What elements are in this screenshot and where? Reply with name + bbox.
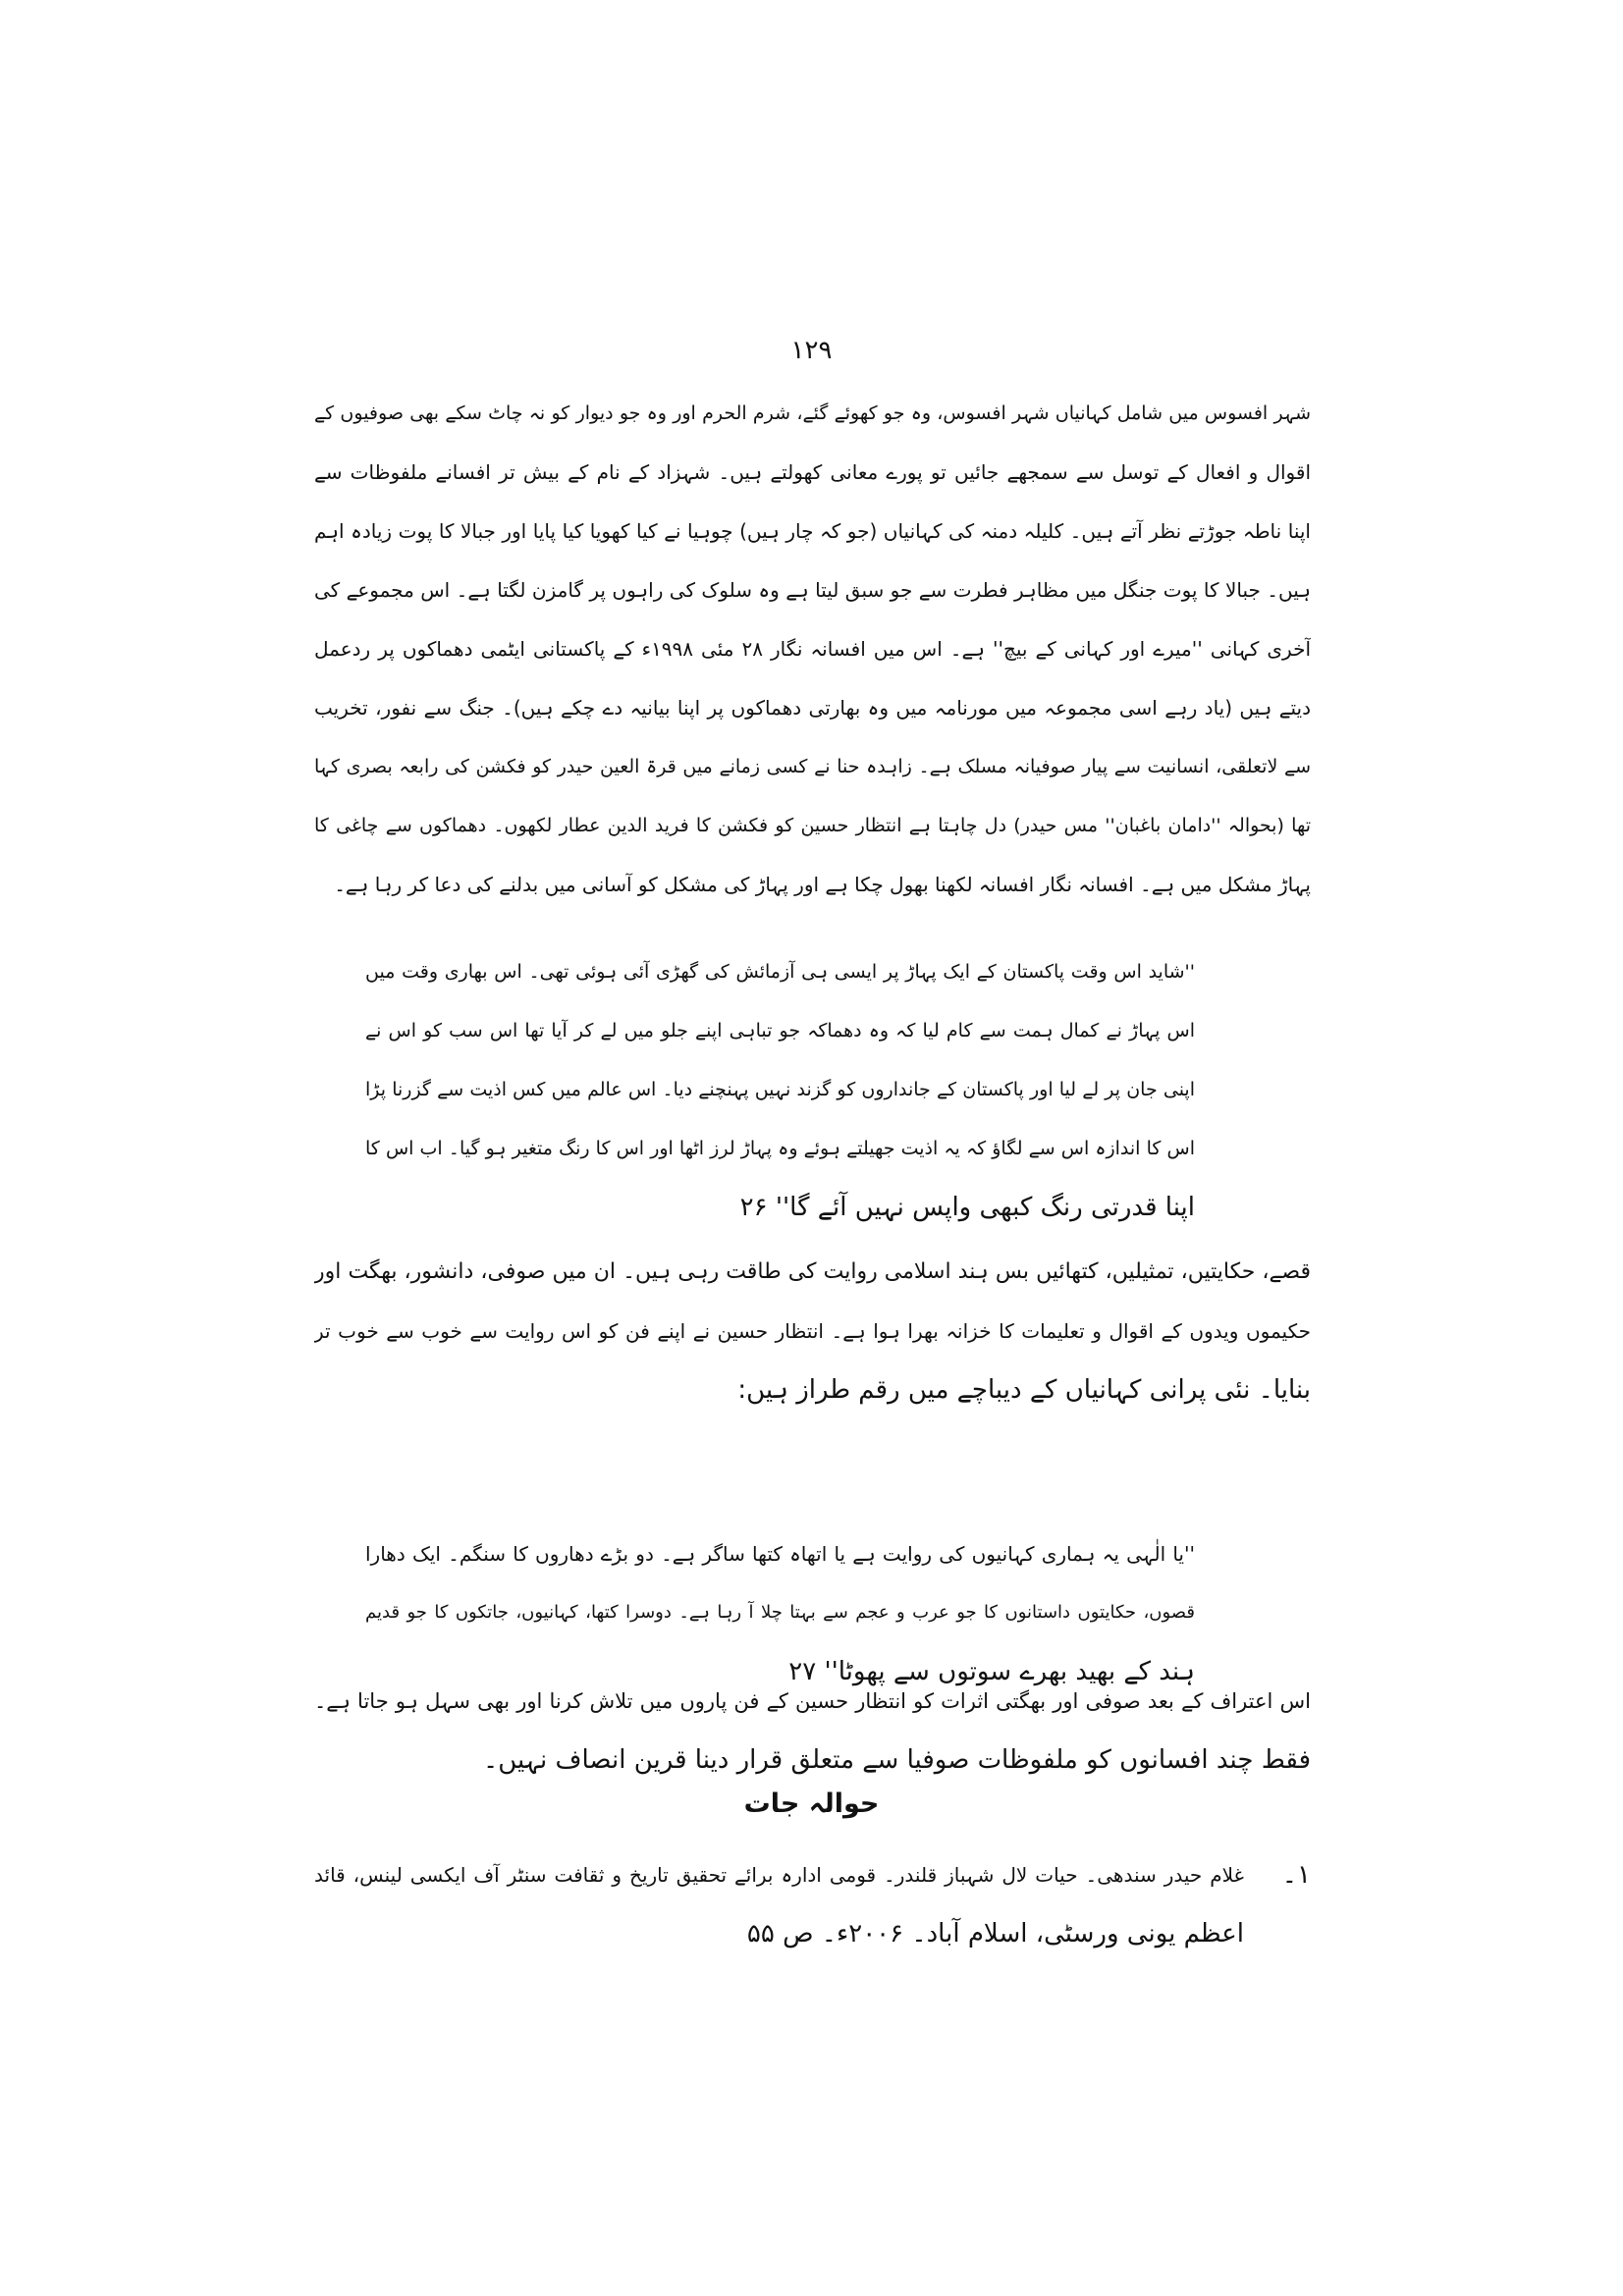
block-quote-1: [365, 942, 1195, 1237]
references-heading: حوالہ جات: [743, 1789, 880, 1819]
paragraph-3: [314, 1672, 1311, 1789]
reference-line: اعظم یونی ورسٹی، اسلام آباد۔ ۲۰۰۶ء۔ ص ۵۵: [746, 1919, 1244, 1949]
text-line: شہر افسوس میں شامل کہانیاں شہر افسوس، وہ جو کھوئے گئے، شرم الحرم اور وہ جو دیوار کو نہ چاٹ سکے بھی صوفیوں کے: [314, 402, 1311, 424]
text-line: حکیموں ویدوں کے اقوال و تعلیمات کا خزانہ بھرا ہوا ہے۔ انتظار حسین نے اپنے فن کو اس روایت سے خوب سے خوب تر: [314, 1319, 1311, 1343]
quote-line: ''شاید اس وقت پاکستان کے ایک پہاڑ پر ایسی ہی آزمائش کی گھڑی آئی ہوئی تھی۔ اس بھاری وقت میں: [365, 961, 1195, 983]
text-line: اس اعتراف کے بعد صوفی اور بھگتی اثرات کو انتظار حسین کے فن پاروں میں تلاش کرنا اور بھی سہل ہو جاتا ہے۔: [314, 1689, 1311, 1713]
reference-number: ۱۔: [1281, 1860, 1311, 1890]
text-line: اپنا ناطہ جوڑتے نظر آتے ہیں۔ کلیلہ دمنہ کی کہانیاں (جو کہ چار ہیں) چوہیا نے کیا کھویا کیا پایا اور جبالا کا پوت زیادہ اہم: [314, 519, 1311, 543]
text-line: ہیں۔ جبالا کا پوت جنگل میں مظاہر فطرت سے جو سبق لیتا ہے وہ سلوک کی راہوں پر گامزن لگتا ہے۔ اس مجموعے کی: [314, 578, 1311, 602]
text-line: سے لاتعلقی، انسانیت سے پیار صوفیانہ مسلک ہے۔ زاہدہ حنا نے کسی زمانے میں قرۃ العین حیدر کو فکشن کی رابعہ بصری کہا: [314, 756, 1311, 777]
text-line: بنایا۔ نئی پرانی کہانیاں کے دیباچے میں رقم طراز ہیں:: [737, 1375, 1311, 1405]
reference-line: غلام حیدر سندھی۔ حیات لال شہباز قلندر۔ قومی ادارہ برائے تحقیق تاریخ و ثقافت سنٹر آف ایکسی لینس، قائد: [314, 1863, 1244, 1887]
quote-line: اس پہاڑ نے کمال ہمت سے کام لیا کہ وہ دھماکہ جو تباہی اپنے جلو میں لے کر آیا تھا اس سب کو اس نے: [365, 1020, 1195, 1041]
text-line: تھا (بحوالہ ''دامان باغبان'' مس حیدر) دل چاہتا ہے انتظار حسین کو فکشن کا فرید الدین عطار لکھوں۔ دھماکوں سے چاغی کا: [314, 815, 1311, 836]
quote-line: ہند کے بھید بھرے سوتوں سے پھوٹا'' ۲۷: [788, 1657, 1195, 1686]
paragraph-1: [314, 384, 1311, 914]
text-line: دیتے ہیں (یاد رہے اسی مجموعہ میں مورنامہ میں وہ بھارتی دھماکوں پر اپنا بیانیہ دے چکے ہیں)۔ جنگ سے نفور، تخریب: [314, 696, 1311, 720]
quote-line: قصوں، حکایتوں داستانوں کا جو عرب و عجم سے بہتا چلا آ رہا ہے۔ دوسرا کتھا، کہانیوں، جاتکوں کا جو قدیم: [365, 1602, 1195, 1623]
text-line: فقط چند افسانوں کو ملفوظات صوفیا سے متعلق قرار دینا قرین انصاف نہیں۔: [482, 1745, 1311, 1775]
paragraph-2: [314, 1243, 1311, 1419]
reference-text: [314, 1845, 1244, 1963]
text-line: اقوال و افعال کے توسل سے سمجھے جائیں تو پورے معانی کھولتے ہیں۔ شہزاد کے نام کے بیش تر افسانے ملفوظات سے: [314, 460, 1311, 484]
reference-item: [314, 1845, 1311, 1963]
quote-line: اپنا قدرتی رنگ کبھی واپس نہیں آئے گا'' ۲۶: [739, 1193, 1195, 1222]
page-number: ۱۲۹: [790, 336, 833, 365]
quote-line: ''یا الٰہی یہ ہماری کہانیوں کی روایت ہے یا اتھاہ کتھا ساگر ہے۔ دو بڑے دھاروں کا سنگم۔ ایک دھارا: [365, 1542, 1195, 1566]
quote-line: اپنی جان پر لے لیا اور پاکستان کے جانداروں کو گزند نہیں پہنچنے دیا۔ اس عالم میں کس اذیت سے گزرنا پڑا: [365, 1079, 1195, 1100]
text-line: آخری کہانی ''میرے اور کہانی کے بیچ'' ہے۔ اس میں افسانہ نگار ۲۸ مئی ۱۹۹۸ء کے پاکستانی ایٹمی دھماکوں پر ردعمل: [314, 637, 1311, 661]
text-line: پہاڑ مشکل میں ہے۔ افسانہ نگار افسانہ لکھنا بھول چکا ہے اور پہاڑ کی مشکل کو آسانی میں بدلنے کی دعا کر رہا ہے۔: [334, 873, 1311, 896]
text-line: قصے، حکایتیں، تمثیلیں، کتھائیں بس ہند اسلامی روایت کی طاقت رہی ہیں۔ ان میں صوفی، دانشور، بھگت اور: [314, 1259, 1311, 1284]
quote-line: اس کا اندازہ اس سے لگاؤ کہ یہ اذیت جھیلتے ہوئے وہ پہاڑ لرز اٹھا اور اس کا رنگ متغیر ہو گیا۔ اب اس کا: [365, 1138, 1195, 1159]
